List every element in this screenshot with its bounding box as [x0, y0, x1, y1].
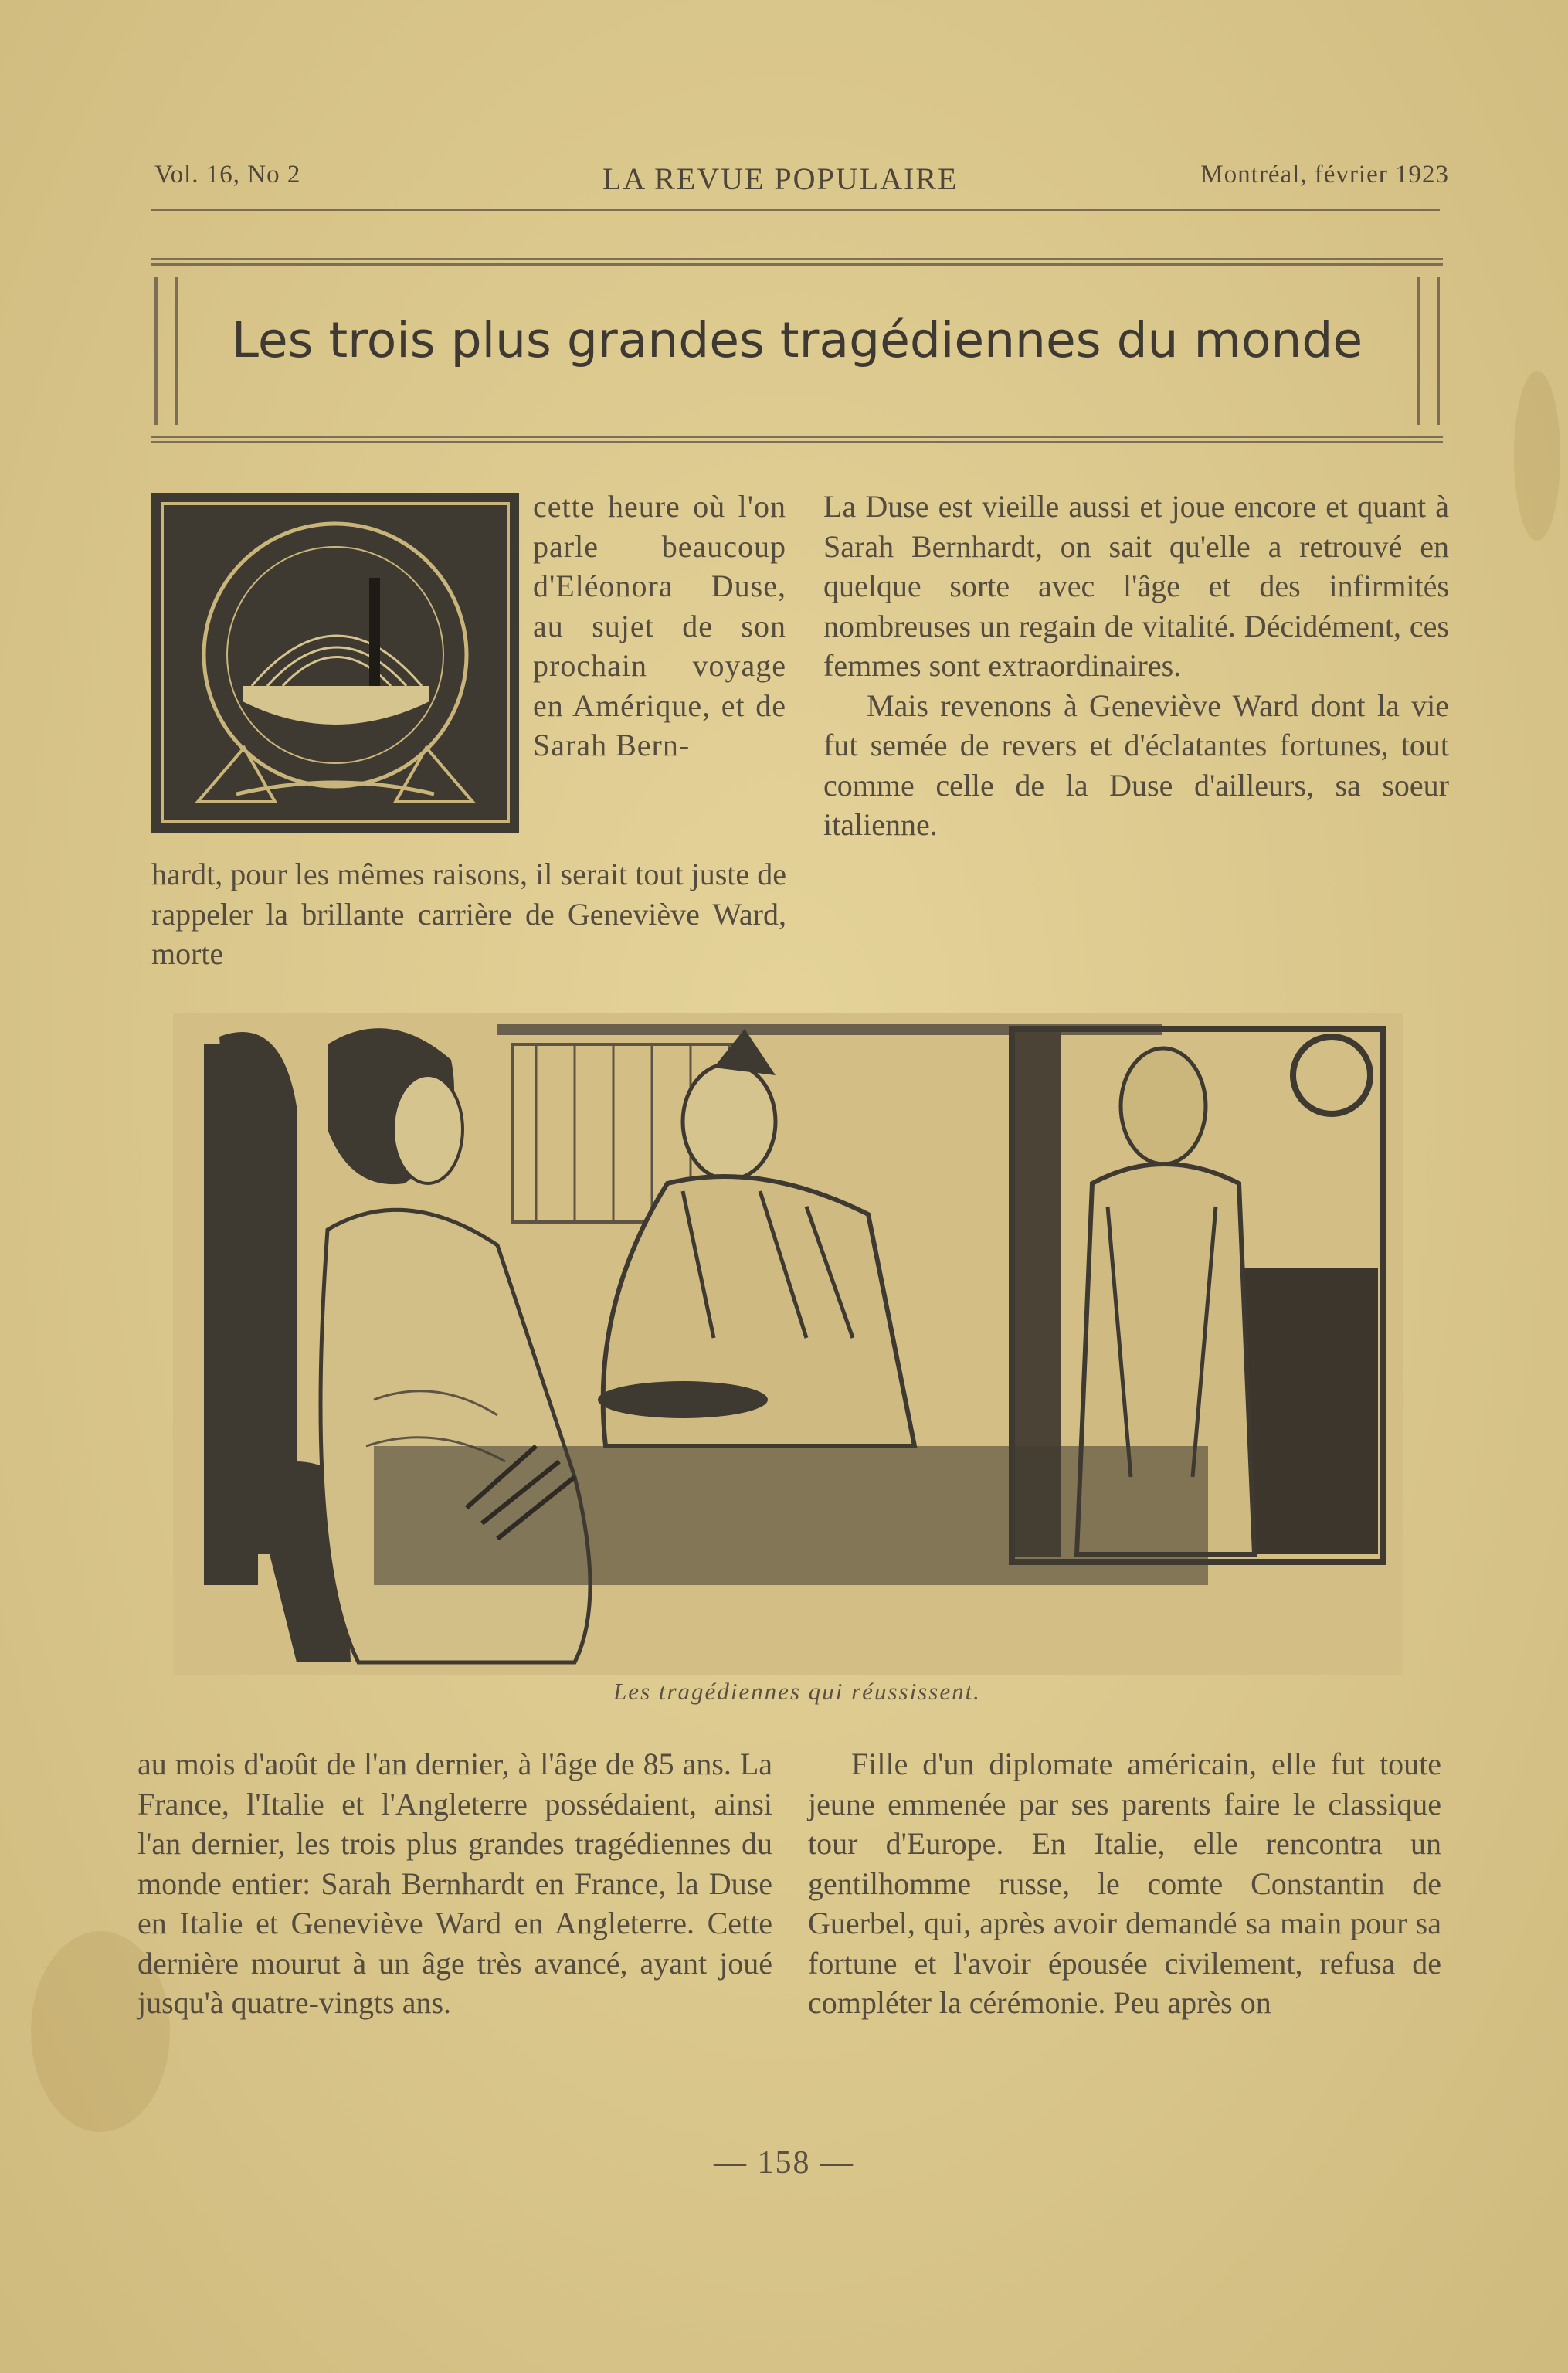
publication-name: LA REVUE POPULAIRE — [602, 161, 959, 196]
page-number: — 158 — — [714, 2145, 854, 2181]
paragraph: Mais revenons à Geneviève Ward dont la vie fut semée de revers et d'éclatantes fortunes, tout comme celle de la Duse d'ailleurs, sa soeur italienne. — [823, 687, 1449, 842]
paragraph: cette heure où l'on parle beaucoup d'Eléonora Duse, au sujet de son prochain voyage en Amérique, et de Sarah Bern- — [533, 489, 786, 762]
article-title: Les trois plus grandes tragédiennes du monde — [231, 312, 1363, 368]
column-1-top — [533, 487, 786, 766]
paragraph: La Duse est vieille aussi et joue encore et quant à Sarah Bernhardt, on sait qu'elle a retrouvé en quelque sorte avec l'âge et des infirmités nombreuses un regain de vitalité. Décidément, ces femmes sont extraordinaires. — [823, 489, 1449, 683]
paper-stain — [1514, 371, 1560, 541]
column-4 — [808, 1744, 1441, 2023]
scene-illustration — [173, 1013, 1403, 1675]
column-3 — [137, 1744, 772, 2023]
volume-label: Vol. 16, No 2 — [154, 161, 301, 188]
header-divider — [151, 209, 1440, 211]
paragraph: hardt, pour les mêmes raisons, il serait tout juste de rappeler la brillante carrière de Geneviève Ward, morte — [151, 857, 786, 971]
ornamental-initial-illustration — [151, 493, 519, 833]
paragraph: au mois d'août de l'an dernier, à l'âge de 85 ans. La France, l'Italie et l'Angleterre possédaient, ainsi l'an dernier, les trois plus grandes tragédiennes du monde entier: Sarah Bernhardt en France, la Duse en Italie et Geneviève Ward en Angleterre. Cette dernière mourut à un âge très avancé, ayant joué jusqu'à quatre-vingts ans. — [137, 1747, 772, 2020]
column-1-bottom — [151, 854, 786, 974]
illustration-caption: Les tragédiennes qui réussissent. — [613, 1678, 981, 1705]
column-2 — [823, 487, 1449, 845]
paragraph: Fille d'un diplomate américain, elle fut toute jeune emmenée par ses parents faire le classique tour d'Europe. En Italie, elle rencontra un gentilhomme russe, le comte Constantin de Guerbel, qui, après avoir demandé sa main pour sa fortune et l'avoir épousée civilement, refusa de compléter la cérémonie. Peu après on — [808, 1747, 1441, 2020]
issue-date: Montréal, février 1923 — [1200, 161, 1449, 188]
running-header — [151, 161, 1449, 199]
